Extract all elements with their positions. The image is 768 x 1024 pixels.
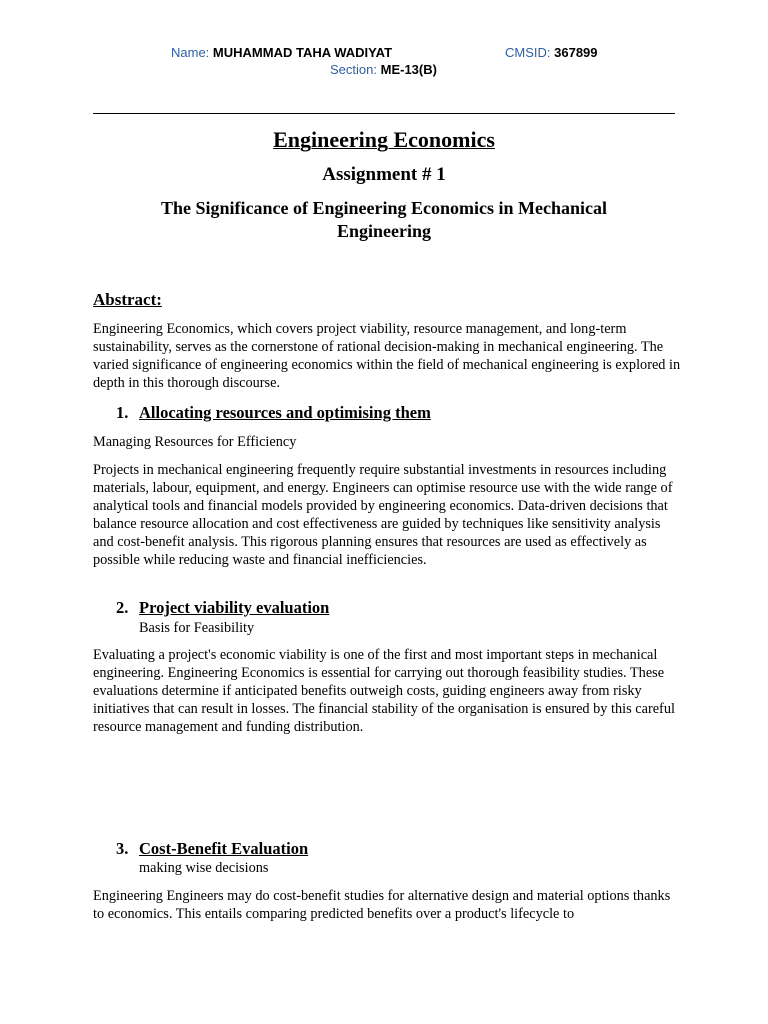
- abstract-paragraph: Engineering Economics, which covers project viability, resource management, and long-term sustainability, serves as the cornerstone of rational decision-making in mechanical engineering. The varied significance of engineering economics within the field of mechanical engineering is explored in depth in this thorough discourse.: [93, 321, 681, 391]
- abstract-heading: Abstract:: [93, 290, 162, 309]
- section-1-heading: [116, 403, 431, 423]
- section-field: [330, 62, 437, 78]
- section-1-paragraph: Projects in mechanical engineering frequently require substantial investments in resources including materials, labour, equipment, and energy. Engineers can optimise resource use with the wide range of analytical tools and financial models provided by engineering economics. Data-driven decisions that balance resource allocation and cost effectiveness are guided by techniques like sensitivity analysis and cost-benefit analysis. This rigorous planning ensures that resources are used as effectively as possible while reducing waste and financial inefficiencies.: [93, 462, 673, 568]
- section-3-title: Cost-Benefit Evaluation: [139, 839, 309, 858]
- cmsid-field: [505, 45, 598, 61]
- section-2-number: 2.: [116, 598, 129, 617]
- name-value: MUHAMMAD TAHA WADIYAT: [212, 45, 393, 60]
- subtitle-line-2: Engineering: [336, 221, 431, 241]
- section-value: ME-13(B): [380, 62, 437, 77]
- cmsid-value: 367899: [554, 45, 598, 60]
- section-1-number: 1.: [116, 403, 129, 422]
- section-2-title: Project viability evaluation: [139, 598, 330, 617]
- document-subtitle: [93, 197, 675, 243]
- document-title: [93, 126, 675, 154]
- section-2-subheading: Basis for Feasibility: [139, 620, 255, 636]
- section-3-paragraph: Engineering Engineers may do cost-benefit studies for alternative design and material options thanks to economics. This entails comparing predicted benefits over a product's lifecycle to: [93, 888, 671, 922]
- section-2-paragraph: Evaluating a project's economic viability is one of the first and most important steps in mechanical engineering. Engineering Economics is essential for carrying out thorough feasibility studies. These evaluations determine if anticipated benefits outweigh costs, guiding engineers away from risky initiatives that can result in losses. The financial stability of the organisation is ensured by this careful resource management and funding distribution.: [93, 647, 675, 735]
- section-3-heading: [116, 839, 308, 859]
- name-label: Name:: [171, 45, 210, 60]
- section-1-subheading: Managing Resources for Efficiency: [93, 434, 297, 450]
- document-title-text: Engineering Economics: [273, 127, 495, 152]
- section-1-title: Allocating resources and optimising them: [139, 403, 431, 422]
- cmsid-label: CMSID:: [505, 45, 551, 60]
- subtitle-line-1: The Significance of Engineering Economics in Mechanical: [161, 198, 607, 218]
- student-name-field: [171, 45, 392, 61]
- section-2-heading: [116, 598, 329, 618]
- section-label: Section:: [330, 62, 377, 77]
- section-3-subheading: making wise decisions: [139, 860, 269, 876]
- assignment-number: Assignment # 1: [322, 164, 446, 185]
- section-3-number: 3.: [116, 839, 129, 858]
- header-divider: [93, 113, 675, 114]
